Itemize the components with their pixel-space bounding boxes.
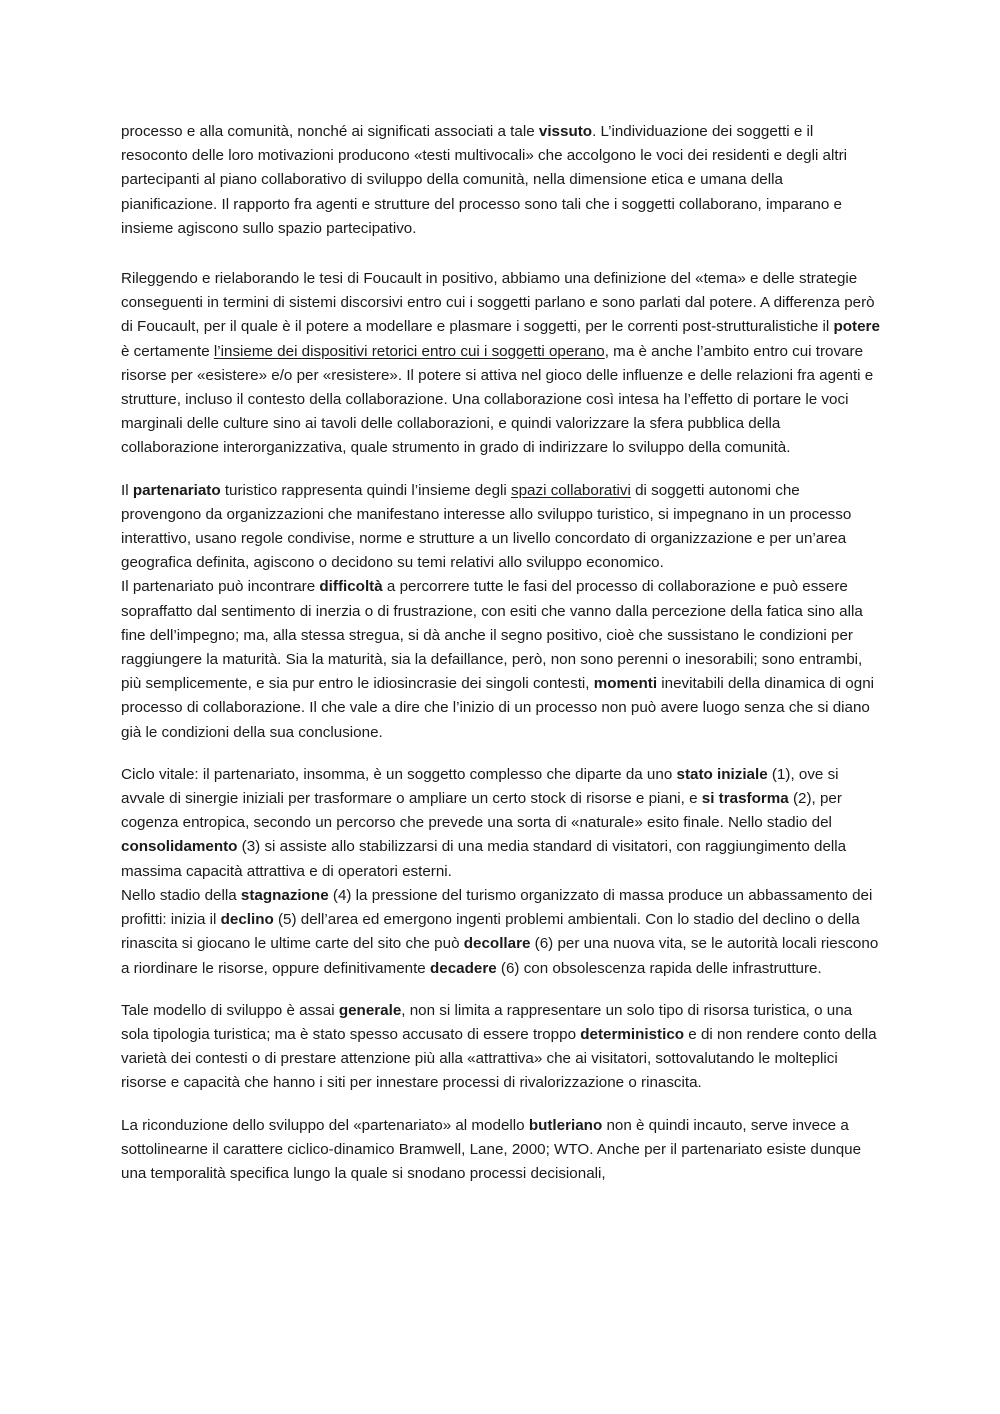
text-run: e di non rendere conto della varietà dei contesti o di prestare attenzione più alla «attrattiva» che ai visitatori, sottovalutando le molteplici risorse e capacità che hanno i siti per innestare processi di rivalorizzazione o rinascita. (121, 1025, 877, 1092)
text-run: Il partenariato può incontrare (121, 578, 320, 596)
text-run: Nello stadio della (121, 886, 241, 904)
text-run: Il (121, 481, 133, 499)
document-page (121, 120, 881, 1186)
text-run: processo e alla comunità, nonché ai significati associati a tale (121, 123, 539, 140)
text-run: non è quindi incauto, serve invece a sottolinearne il carattere ciclico-dinamico Bramwell, Lane, 2000; WTO. Anche per il partenariato esiste dunque una temporalità specifica lungo la quale si snodano processi decisionali, (121, 1116, 862, 1182)
text-run: (3) si assiste allo stabilizzarsi di una media standard di visitatori, con raggiungimento della massima capacità attrattiva e di operatori esterni. (121, 838, 847, 880)
bold-term: partenariato (132, 481, 221, 499)
bold-term: vissuto (538, 123, 593, 140)
text-run: , non si limita a rappresentare un solo tipo di risorsa turistica, o una sola tipologia turistica; ma è stato spesso accusato di essere troppo (121, 1001, 853, 1043)
text-run: (5) dell’area ed emergono ingenti problemi ambientali. Con lo stadio del declino o della rinascita si giocano le ultime carte del sito che può (121, 911, 860, 953)
bold-term: decollare (463, 935, 531, 953)
bold-term: declino (220, 911, 274, 929)
text-run: . L’individuazione dei soggetti e il resoconto delle loro motivazioni producono «testi multivocali» che accolgono le voci dei residenti e degli altri partecipanti al piano collaborativo di sviluppo della comunità, nella dimensione etica e umana della pianificazione. Il rapporto fra agenti e strutture del processo sono tali che i soggetti collaborano, imparano e insieme agiscono sullo spazio partecipativo. (121, 123, 848, 237)
paragraph-2 (121, 267, 881, 461)
bold-term: deterministico (580, 1025, 685, 1043)
bold-term: butleriano (528, 1116, 603, 1134)
underlined-phrase: spazi collaborativi (511, 481, 631, 499)
bold-term: decadere (429, 959, 497, 977)
bold-term: si trasforma (701, 790, 789, 808)
text-run: La riconduzione dello sviluppo del «partenariato» al modello (121, 1116, 529, 1134)
paragraph-1 (121, 120, 881, 241)
paragraph-5 (121, 763, 881, 884)
bold-term: stagnazione (240, 886, 329, 904)
text-run: è certamente (121, 342, 214, 360)
text-run: (1), ove si avvale di sinergie iniziali per trasformare o ampliare un certo stock di risorse e piani, e (121, 765, 839, 808)
bold-term: difficoltà (319, 578, 383, 596)
bold-term: momenti (593, 675, 658, 693)
paragraph-4 (121, 575, 881, 744)
bold-term: consolidamento (121, 838, 238, 856)
paragraph-3 (121, 479, 881, 576)
bold-term: generale (338, 1001, 402, 1019)
text-run: , ma è anche l’ambito entro cui trovare risorse per «esistere» e/o per «resistere». Il potere si attiva nel gioco delle influenze e delle relazioni fra agenti e strutture, incluso il contesto della collaborazione. Una collaborazione così intesa ha l’effetto di portare le voci marginali delle culture sino ai tavoli delle collaborazioni, e quindi valorizzare la sfera pubblica della collaborazione interorganizzativa, quale strumento in grado di indirizzare lo sviluppo della comunità. (121, 342, 874, 457)
text-run: Rileggendo e rielaborando le tesi di Foucault in positivo, abbiamo una definizione del «tema» e delle strategie conseguenti in termini di sistemi discorsivi entro cui i soggetti parlano e sono parlati dal potere. A differenza però di Foucault, per il quale è il potere a modellare e plasmare i soggetti, per le correnti post-strutturalistiche il (121, 270, 875, 336)
text-run: Ciclo vitale: il partenariato, insomma, è un soggetto complesso che diparte da uno (121, 765, 677, 783)
text-run: Tale modello di sviluppo è assai (121, 1001, 339, 1019)
text-run: (6) con obsolescenza rapida delle infrastrutture. (496, 959, 822, 977)
paragraph-8 (121, 1114, 881, 1187)
text-run: a percorrere tutte le fasi del processo di collaborazione e può essere sopraffatto dal sentimento di inerzia o di frustrazione, con esiti che vanno dalla percezione della fatica sino alla fine dell’impegno; ma, alla stessa stregua, si dà anche il segno positivo, cioè che sussistano le condizioni per raggiungere la maturità. Sia la maturità, sia la defaillance, però, non sono perenni o inesorabili; sono entrambi, più semplicemente, e sia pur entro le idiosincrasie dei singoli contesti, (121, 578, 863, 693)
bold-term: potere (833, 318, 880, 336)
text-run: turistico rappresenta quindi l’insieme degli (220, 481, 512, 499)
bold-term: stato iniziale (676, 765, 768, 783)
text-run: (4) la pressione del turismo organizzato di massa produce un abbassamento dei profitti: inizia il (121, 886, 873, 929)
paragraph-7 (121, 999, 881, 1096)
text-run: inevitabili della dinamica di ogni processo di collaborazione. Il che vale a dire che l’inizio di un processo non può avere luogo senza che si diano già le condizioni della sua conclusione. (121, 675, 875, 741)
text-run: di soggetti autonomi che provengono da organizzazioni che manifestano interesse allo sviluppo turistico, si impegnano in un processo interattivo, usano regole condivise, norme e strutture a un livello concordato di organizzazione e per un’area geografica definita, agiscono o decidono su temi relativi allo sviluppo economico. (121, 481, 852, 572)
paragraph-6 (121, 884, 881, 981)
underlined-phrase: l’insieme dei dispositivi retorici entro cui i soggetti operano (213, 342, 605, 360)
text-run: (6) per una nuova vita, se le autorità locali riescono a riordinare le risorse, oppure definitivamente (121, 935, 879, 977)
text-run: (2), per cogenza entropica, secondo un percorso che prevede una sorta di «naturale» esito finale. Nello stadio del (121, 790, 842, 832)
